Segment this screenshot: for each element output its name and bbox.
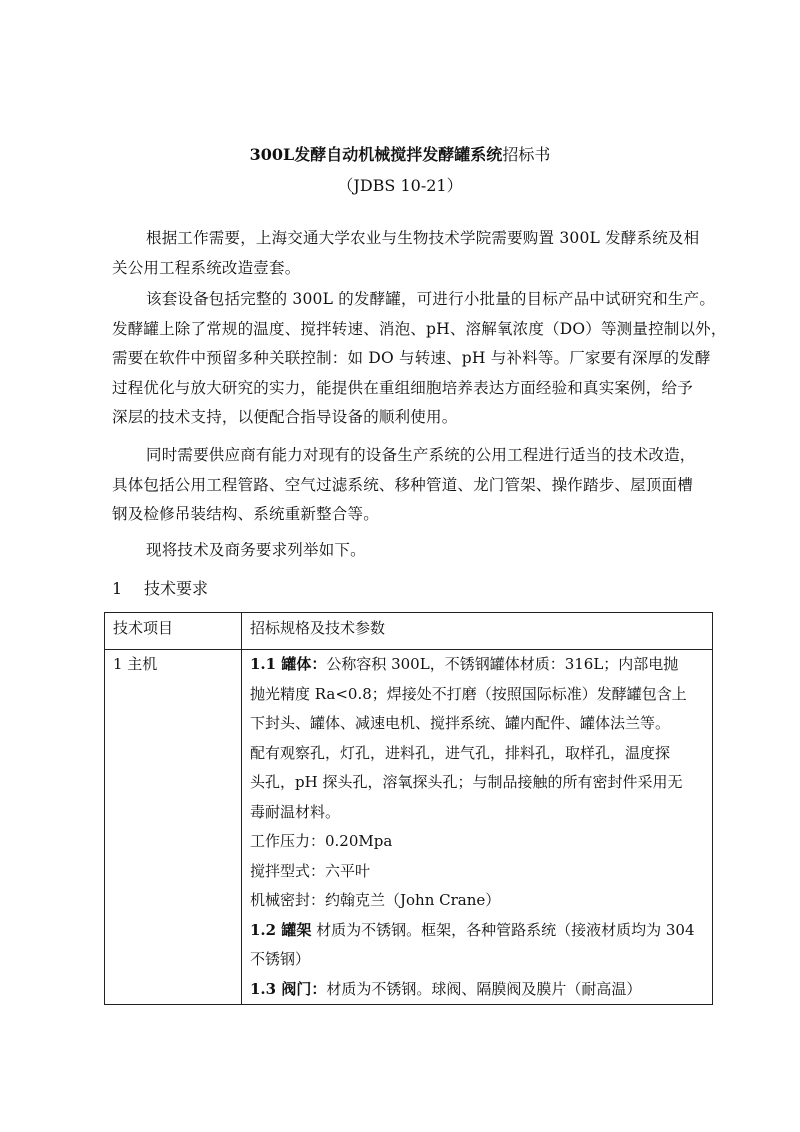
spec-impeller: 搅拌型式：六平叶	[250, 861, 371, 880]
spec-key-valve: 1.3 阀门：	[250, 979, 327, 998]
document-subtitle: （JDBS 10-21）	[337, 176, 463, 195]
spec-line: 头孔，pH 探头孔，溶氧探头孔；与制品接触的所有密封件采用无	[250, 773, 683, 791]
row-spec-main-unit	[242, 650, 713, 1005]
title-bold: 300L发酵自动机械搅拌发酵罐系统	[249, 145, 503, 164]
spec-text: 公称容积 300L，不锈钢罐体材质：316L；内部电抛	[326, 655, 679, 673]
section-heading	[112, 577, 208, 601]
spec-key-tank: 1.1 罐体：	[250, 655, 327, 673]
paragraph-line: 该套设备包括完整的 300L 的发酵罐，可进行小批量的目标产品中试研究和生产。	[146, 290, 716, 308]
paragraph-4	[146, 536, 746, 566]
spec-line: 抛光精度 Ra<0.8；焊接处不打磨（按照国际标准）发酵罐包含上	[250, 684, 687, 703]
paragraph-line: 关公用工程系统改造壹套。	[112, 258, 301, 277]
spec-line: 毒耐温材料。	[250, 802, 341, 821]
spec-line: 配有观察孔，灯孔，进料孔，进气孔，排料孔，取样孔，温度探	[250, 743, 671, 762]
section-title: 技术要求	[144, 579, 209, 598]
paragraph-line: 具体包括公用工程管路、空气过滤系统、移种管道、龙门管架、操作踏步、屋顶面槽	[112, 475, 693, 494]
spec-text: 材质为不锈钢。球阀、隔膜阀及膜片（耐高温）	[326, 979, 642, 998]
document-title	[0, 145, 800, 165]
table-row	[105, 650, 713, 1005]
spec-line: 下封头、罐体、减速电机、搅拌系统、罐内配件、罐体法兰等。	[250, 714, 671, 732]
spec-seal: 机械密封：约翰克兰（John Crane）	[250, 891, 501, 909]
table-header-row	[105, 613, 713, 650]
spec-line	[250, 650, 704, 680]
paragraph-line: 现将技术及商务要求列举如下。	[146, 541, 366, 559]
paragraph-1	[112, 224, 746, 283]
spec-line: 不锈钢）	[250, 950, 311, 968]
header-item: 技术项目	[105, 613, 242, 650]
spec-key-frame: 1.2 罐架	[250, 920, 312, 939]
spec-line	[250, 916, 704, 946]
paragraph-line: 钢及检修吊装结构、系统重新整合等。	[112, 505, 379, 523]
row-item-label: 1 主机	[113, 655, 158, 673]
paragraph-3	[112, 441, 746, 530]
paragraph-line: 根据工作需要，上海交通大学农业与生物技术学院需要购置 300L 发酵系统及相	[146, 229, 700, 247]
spec-pressure: 工作压力：0.20Mpa	[250, 832, 393, 850]
row-item-main-unit	[105, 650, 242, 1005]
paragraph-line: 过程优化与放大研究的实力，能提供在重组细胞培养表达方面经验和真实案例，给予	[112, 378, 693, 397]
spec-line	[250, 975, 704, 1005]
paragraph-line: 发酵罐上除了常规的温度、搅拌转速、消泡、pH、溶解氧浓度（DO）等测量控制以外，	[112, 319, 727, 338]
paragraph-line: 深层的技术支持，以便配合指导设备的顺利使用。	[112, 408, 458, 426]
spec-table	[104, 612, 713, 1005]
spec-text: 材质为不锈钢。框架，各种管路系统（接液材质均为 304	[311, 920, 695, 939]
paragraph-line: 需要在软件中预留多种关联控制：如 DO 与转速、pH 与补料等。厂家要有深厚的发酵	[112, 349, 711, 367]
paragraph-2	[112, 285, 746, 433]
section-number: 1	[112, 579, 123, 598]
paragraph-line: 同时需要供应商有能力对现有的设备生产系统的公用工程进行适当的技术改造，	[146, 446, 696, 464]
header-spec: 招标规格及技术参数	[242, 613, 713, 650]
title-suffix: 招标书	[502, 145, 551, 164]
